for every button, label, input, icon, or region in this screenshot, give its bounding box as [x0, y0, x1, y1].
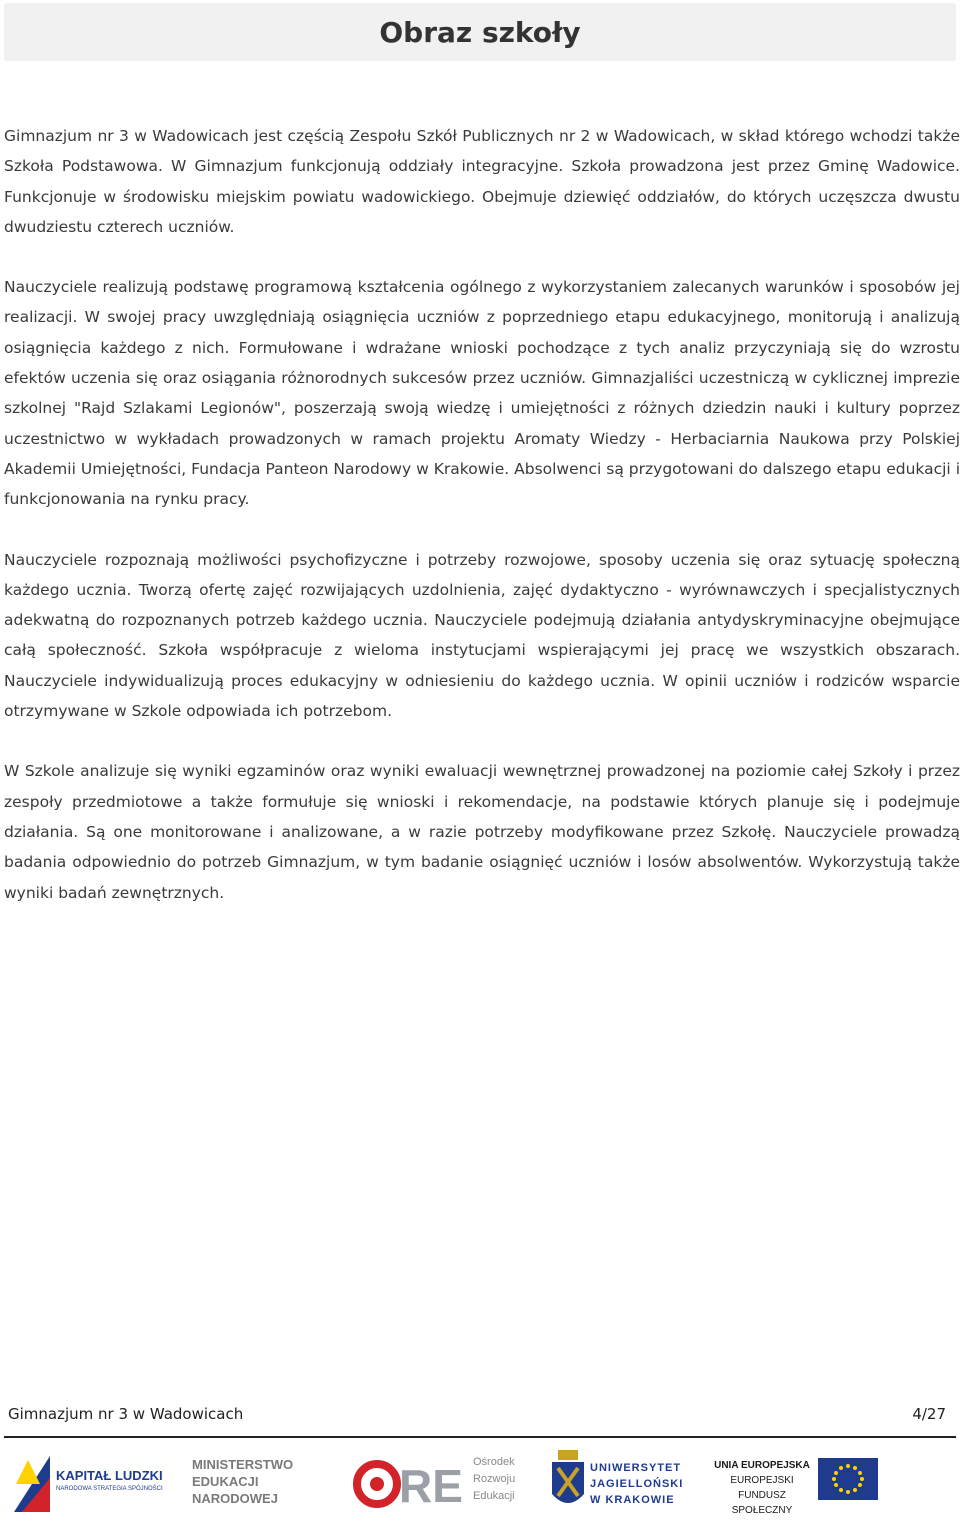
- svg-text:RE: RE: [399, 1460, 463, 1512]
- main-content: [4, 121, 960, 938]
- kapital-ludzki-subtitle: NARODOWA STRATEGIA SPÓJNOŚCI: [56, 1486, 163, 1492]
- uj-logo: [548, 1446, 688, 1522]
- men-line-2: EDUKACJI: [192, 1474, 259, 1489]
- page-title: Obraz szkoły: [379, 15, 581, 49]
- footer-page-number: 4/27: [912, 1405, 946, 1423]
- footer-school-name: Gimnazjum nr 3 w Wadowicach: [8, 1405, 244, 1423]
- uj-text: [590, 1460, 683, 1508]
- paragraph-intro: Gimnazjum nr 3 w Wadowicach jest częścią Zespołu Szkół Publicznych nr 2 w Wadowicach, w skład którego wchodzi także Szkoła Podstawowa. W Gimnazjum funkcjonują oddziały integracyjne. Szkoła prowadzona jest przez Gminę Wadowice. Funkcjonuje w środowisku miejskim powiatu wadowickiego. Obejmuje dziewięć oddziałów, do których uczęszcza dwustu dwudziestu czterech uczniów.: [4, 127, 960, 236]
- sponsor-logos: [0, 1446, 960, 1522]
- ue-logo: [706, 1446, 956, 1522]
- paragraph-support: Nauczyciele rozpoznają możliwości psychofizyczne i potrzeby rozwojowe, sposoby uczenia się oraz sytuację społeczną każdego ucznia. Tworzą ofertę zajęć rozwijających uzdolnienia, zajęć dydaktyczno - wyrównawczych i specjalistycznych adekwatną do rozpoznanych potrzeb każdego ucznia. Nauczyciele podejmują działania antydyskryminacyjne obejmujące całą społeczność. Szkoła współpracuje z wieloma instytucjami wspierającymi jej pracę we wszystkich obszarach. Nauczyciele indywidualizują proces edukacyjny w odniesieniu do każdego ucznia. W opinii uczniów i rodziców wsparcie otrzymywane w Szkole odpowiada ich potrzebom.: [4, 550, 960, 721]
- ue-line-2: EUROPEJSKI: [730, 1475, 794, 1486]
- kapital-ludzki-emblem-icon: [12, 1454, 52, 1514]
- ore-logo: [355, 1446, 530, 1522]
- paragraph-evaluation: W Szkole analizuje się wyniki egzaminów oraz wyniki ewaluacji wewnętrznej prowadzonej na poziomie całej Szkoły i przez zespoły przedmiotowe a także formułuje się wnioski i rekomendacje, na podstawie których planuje się i podejmuje działania. Są one monitorowane i analizowane, a w razie potrzeby modyfikowane przez Szkołę. Nauczyciele prowadzą badania odpowiednio do potrzeb Gimnazjum, w tym badanie osiągnięć uczniów i losów absolwentów. Wykorzystują także wyniki badań zewnętrznych.: [4, 762, 960, 902]
- paragraph-curriculum: Nauczyciele realizują podstawę programową kształcenia ogólnego z wykorzystaniem zalecanych warunków i sposobów jej realizacji. W swojej pracy uwzględniają osiągnięcia uczniów z poprzedniego etapu edukacyjnego, monitorują i analizują osiągnięcia każdego z nich. Formułowane i wdrażane wnioski pochodzące z tych analiz przyczyniają się do wzrostu efektów uczenia się oraz osiągania różnorodnych sukcesów przez uczniów. Gimnazjaliści uczestniczą w cyklicznej imprezie szkolnej "Rajd Szlakami Legionów", poszerzają swoją wiedzę i umiejętności z różnych dziedzin nauki i kultury poprzez uczestnictwo w wykładach prowadzonych w ramach projektu Aromaty Wiedzy - Herbaciarnia Naukowa przy Polskiej Akademii Umiejętności, Fundacja Panteon Narodowy w Krakowie. Absolwenci są przygotowani do dalszego etapu edukacji i funkcjonowania na rynku pracy.: [4, 278, 960, 509]
- ue-line-1: UNIA EUROPEJSKA: [714, 1460, 810, 1471]
- kapital-ludzki-logo: [10, 1446, 175, 1522]
- ue-text: [708, 1458, 816, 1518]
- men-line-1: MINISTERSTWO: [192, 1457, 294, 1472]
- eu-flag-icon: [818, 1458, 878, 1500]
- title-banner: [4, 3, 956, 61]
- ore-line-3: Edukacji: [473, 1490, 515, 1502]
- men-text: [192, 1456, 293, 1507]
- men-line-3: NARODOWEJ: [192, 1491, 278, 1506]
- uj-line-2: JAGIELLOŃSKI: [590, 1478, 684, 1490]
- men-logo: [190, 1446, 320, 1522]
- uj-line-3: W KRAKOWIE: [590, 1494, 675, 1506]
- footer-divider: [4, 1436, 956, 1438]
- ore-text: [473, 1454, 515, 1505]
- kapital-ludzki-title: KAPITAŁ LUDZKI: [56, 1468, 163, 1483]
- ore-mark-icon: [355, 1454, 463, 1514]
- ore-line-1: Ośrodek: [473, 1456, 515, 1468]
- ue-line-3: FUNDUSZ SPOŁECZNY: [731, 1490, 793, 1516]
- uj-line-1: UNIWERSYTET: [590, 1462, 682, 1474]
- uj-crest-icon: [550, 1450, 586, 1516]
- ore-line-2: Rozwoju: [473, 1473, 516, 1485]
